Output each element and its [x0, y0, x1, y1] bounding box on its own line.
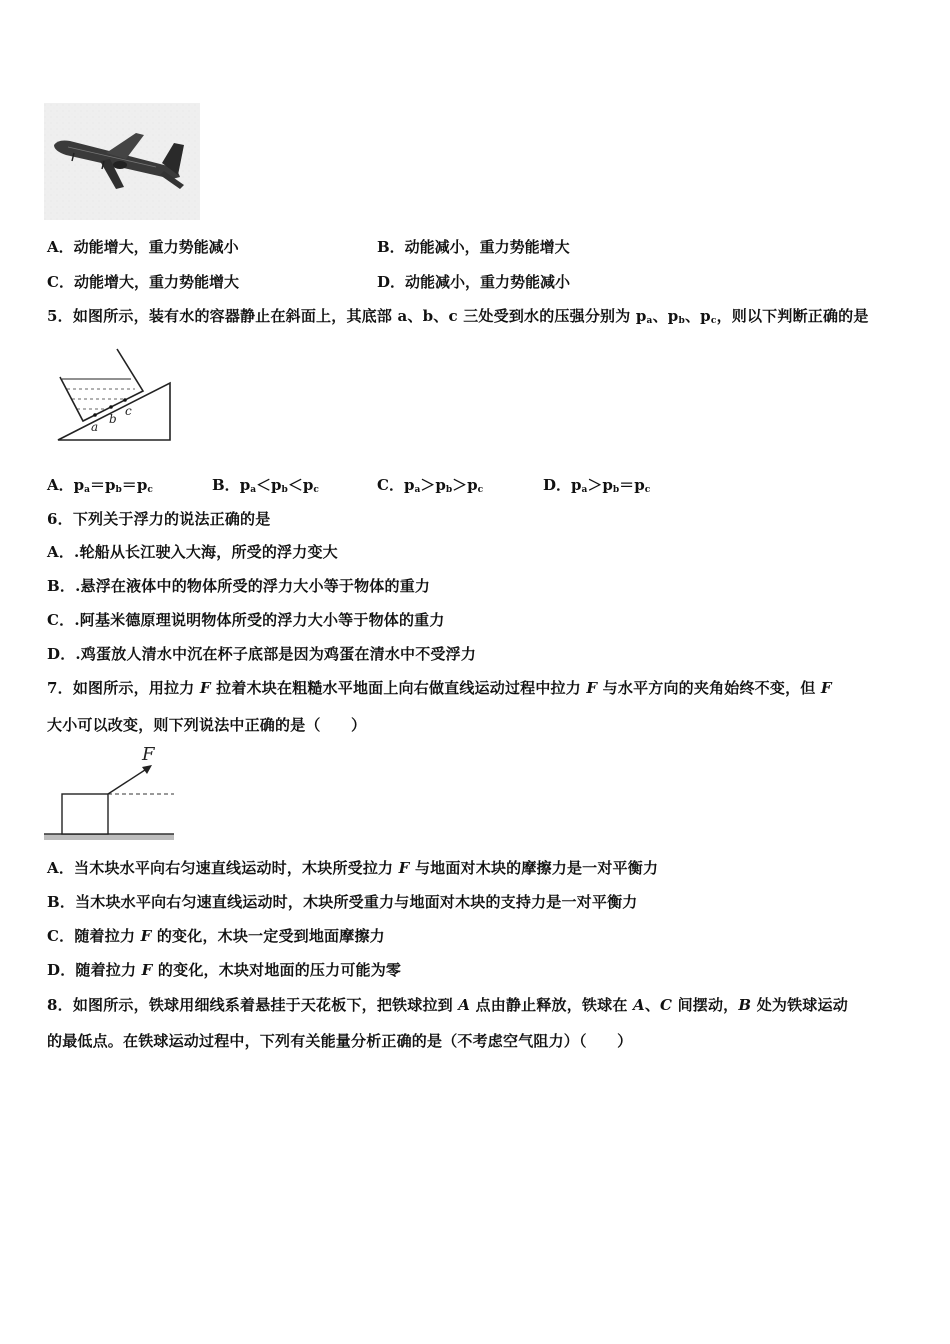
q5-sub-b: b	[678, 316, 685, 326]
sub-b: b	[115, 485, 122, 495]
sub-a: a	[581, 485, 588, 495]
point-A-symbol: A	[458, 996, 471, 1014]
q4-option-a[interactable]: A．动能增大，重力势能减小	[47, 238, 239, 256]
q7-option-d-text: D．随着拉力	[47, 961, 142, 979]
p-symbol: p	[302, 476, 314, 494]
q6-option-d[interactable]: D．.鸡蛋放人清水中沉在杯子底部是因为鸡蛋在清水中不受浮力	[47, 645, 477, 663]
q7-option-d[interactable]	[47, 959, 401, 980]
sub-a: a	[84, 485, 90, 495]
q8-stem-part: 、	[644, 996, 661, 1014]
label-c: c	[125, 404, 132, 418]
q8-stem-part: 处为铁球运动	[751, 996, 848, 1014]
sub-c: c	[147, 485, 153, 495]
label-b: b	[109, 412, 117, 426]
wood-block	[62, 794, 108, 834]
relation: ＜	[287, 476, 303, 494]
arrow-head-icon	[142, 765, 152, 774]
force-symbol: F	[820, 679, 832, 697]
q4-option-d[interactable]: D．动能减小，重力势能减小	[377, 273, 571, 291]
option-prefix: D．	[543, 476, 572, 494]
q6-stem: 6．下列关于浮力的说法正确的是	[47, 510, 271, 528]
point-B-symbol: B	[738, 996, 752, 1014]
sub-b: b	[612, 485, 620, 495]
point-b	[109, 405, 113, 409]
sub-b: b	[445, 485, 453, 495]
q5-stem-end: ，则以下判断正确的是	[716, 307, 869, 325]
q8-stem-part: 间摆动，	[672, 996, 739, 1014]
q8-stem-line2: 的最低点。在铁球运动过程中，下列有关能量分析正确的是（不考虑空气阻力）（ ）	[47, 1032, 633, 1050]
q6-option-c[interactable]: C．.阿基米德原理说明物体所受的浮力大小等于物体的重力	[47, 611, 445, 629]
q5-option-d[interactable]	[543, 474, 650, 495]
sub-c: c	[313, 485, 319, 495]
option-prefix: C．	[377, 476, 404, 494]
sub-c: c	[644, 485, 651, 495]
q7-option-a-text-end: 与地面对木块的摩擦力是一对平衡力	[409, 859, 659, 877]
relation: ＝	[121, 476, 137, 494]
force-symbol: F	[586, 679, 598, 697]
q8-stem-part: 点由静止释放，铁球在	[470, 996, 633, 1014]
q8-stem-part: 8．如图所示，铁球用细线系着悬挂于天花板下，把铁球拉到	[47, 996, 459, 1014]
q7-stem-part: 7．如图所示，用拉力	[47, 679, 200, 697]
relation: ＜	[256, 476, 272, 494]
q4-option-b[interactable]: B．动能减小，重力势能增大	[377, 238, 570, 256]
q5-stem	[47, 305, 869, 326]
relation: ＞	[420, 476, 436, 494]
airplane-photo	[44, 103, 200, 220]
force-symbol: F	[140, 927, 152, 945]
relation: ＝	[619, 476, 635, 494]
q7-option-a-text: A．当木块水平向右匀速直线运动时，木块所受拉力	[47, 859, 399, 877]
point-a	[93, 413, 97, 417]
p-symbol: p	[602, 476, 613, 494]
q5-option-c[interactable]	[377, 474, 483, 495]
p-symbol: p	[136, 476, 148, 494]
q5-stem-sep2: 、p	[684, 307, 711, 325]
q5-sub-a: a	[646, 316, 653, 326]
q7-option-c[interactable]	[47, 925, 385, 946]
point-c	[123, 398, 127, 402]
force-symbol: F	[199, 679, 211, 697]
label-a: a	[91, 420, 99, 434]
airplane-icon	[44, 103, 200, 220]
block-force-figure	[44, 742, 179, 842]
q7-stem-part: 与水平方向的夹角始终不变，但	[597, 679, 821, 697]
option-prefix: A．	[47, 476, 74, 494]
q8-stem-line1	[47, 994, 848, 1015]
q5-option-b[interactable]	[212, 474, 319, 495]
relation: ＞	[452, 476, 468, 494]
q5-stem-sep1: 、p	[652, 307, 679, 325]
p-symbol: p	[634, 476, 645, 494]
p-symbol: p	[571, 476, 582, 494]
sub-a: a	[414, 485, 421, 495]
p-symbol: p	[403, 476, 415, 494]
force-label: F	[142, 744, 155, 765]
option-prefix: B．	[212, 476, 240, 494]
relation: ＝	[89, 476, 105, 494]
sub-a: a	[250, 485, 257, 495]
sub-c: c	[477, 485, 484, 495]
force-arrow-shaft	[108, 768, 148, 794]
q7-option-d-text-end: 的变化，木块对地面的压力可能为零	[152, 961, 402, 979]
force-symbol: F	[141, 961, 153, 979]
p-symbol: p	[239, 476, 251, 494]
q7-option-b[interactable]: B．当木块水平向右匀速直线运动时，木块所受重力与地面对木块的支持力是一对平衡力	[47, 893, 638, 911]
point-C-symbol: C	[660, 996, 673, 1014]
sub-b: b	[281, 485, 288, 495]
ground-surface	[44, 834, 174, 840]
p-symbol: p	[73, 476, 85, 494]
q7-option-a[interactable]	[47, 857, 658, 878]
q6-option-a[interactable]: A．.轮船从长江驶入大海，所受的浮力变大	[47, 543, 338, 561]
q7-stem-line2: 大小可以改变，则下列说法中正确的是（ ）	[47, 716, 367, 734]
incline-container-figure	[55, 345, 175, 445]
p-symbol: p	[271, 476, 282, 494]
q7-stem-line1	[47, 677, 832, 698]
q5-option-a[interactable]	[47, 474, 153, 495]
force-symbol: F	[398, 859, 410, 877]
q5-stem-text: 5．如图所示，装有水的容器静止在斜面上，其底部 a、b、c 三处受到水的压强分别为 p	[47, 307, 647, 325]
p-symbol: p	[435, 476, 446, 494]
q7-option-c-text-end: 的变化，木块一定受到地面摩擦力	[151, 927, 385, 945]
q5-sub-c: c	[710, 316, 717, 326]
p-symbol: p	[467, 476, 478, 494]
p-symbol: p	[105, 476, 116, 494]
q4-option-c[interactable]: C．动能增大，重力势能增大	[47, 273, 239, 291]
q6-option-b[interactable]: B．.悬浮在液体中的物体所受的浮力大小等于物体的重力	[47, 577, 431, 595]
q7-stem-part: 拉着木块在粗糙水平地面上向右做直线运动过程中拉力	[210, 679, 587, 697]
point-A-symbol: A	[632, 996, 645, 1014]
q7-option-c-text: C．随着拉力	[47, 927, 141, 945]
relation: ＞	[587, 476, 603, 494]
